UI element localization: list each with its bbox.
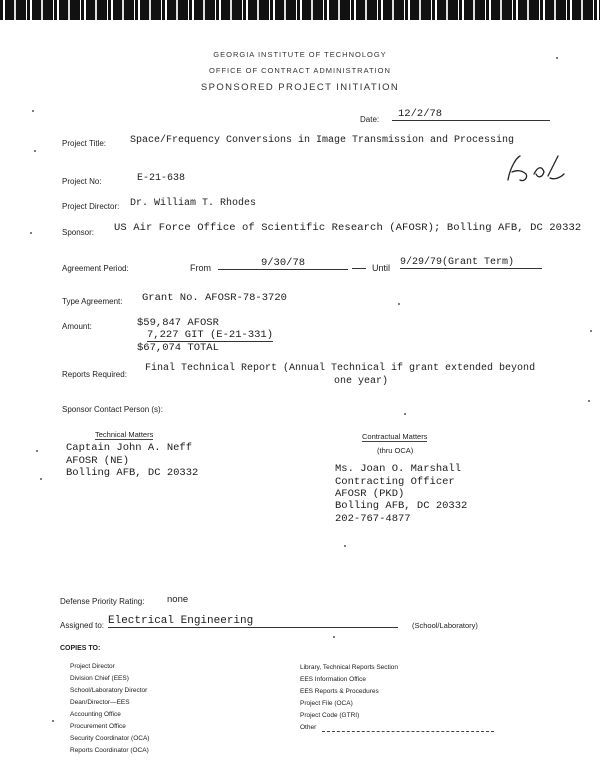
amount-total: $67,074 TOTAL — [137, 342, 219, 354]
list-item: Procurement Office — [70, 723, 126, 730]
assigned-to-value: Electrical Engineering — [108, 615, 398, 628]
from-label: From — [190, 263, 211, 273]
other-underline — [322, 731, 494, 732]
assigned-to-suffix: (School/Laboratory) — [412, 621, 478, 630]
sponsor-value: US Air Force Office of Scientific Research (AFOSR); Bolling AFB, DC 20332 — [114, 222, 582, 234]
until-label: Until — [372, 263, 391, 273]
list-item: School/Laboratory Director — [70, 687, 148, 694]
office-name: OFFICE OF CONTRACT ADMINISTRATION — [209, 66, 391, 75]
project-title-value: Space/Frequency Conversions in Image Transmission and Processing — [130, 135, 515, 146]
list-item: EES Reports & Procedures — [300, 688, 379, 695]
scan-artifact-band — [0, 0, 600, 34]
project-no-label: Project No: — [62, 177, 102, 186]
agreement-period-label: Agreement Period: — [62, 264, 129, 273]
list-item: Security Coordinator (OCA) — [70, 735, 150, 742]
scan-speck — [398, 303, 400, 305]
amount-line-1: $59,847 AFOSR — [137, 317, 219, 329]
list-item: Division Chief (EES) — [70, 675, 129, 682]
technical-matters-heading: Technical Matters — [95, 430, 154, 439]
date-value: 12/2/78 — [392, 108, 550, 121]
defense-priority-value: none — [167, 594, 189, 605]
technical-contact-line-1: Captain John A. Neff — [66, 442, 193, 454]
scan-speck — [333, 636, 335, 638]
scan-speck — [34, 150, 36, 152]
institution-name: GEORGIA INSTITUTE OF TECHNOLOGY — [213, 50, 387, 59]
list-item: Project File (OCA) — [300, 700, 353, 707]
from-value: 9/30/78 — [218, 257, 348, 270]
contractual-contact-line-1: Ms. Joan O. Marshall — [335, 463, 462, 475]
contractual-contact-line-4: Bolling AFB, DC 20332 — [335, 500, 468, 512]
list-item: Reports Coordinator (OCA) — [70, 747, 149, 754]
list-item: Other — [300, 724, 317, 731]
scan-speck — [556, 57, 558, 59]
contractual-contact-line-5: 202-767-4877 — [335, 513, 411, 525]
project-title-label: Project Title: — [62, 139, 107, 148]
type-agreement-label: Type Agreement: — [62, 297, 123, 306]
reports-required-line-1: Final Technical Report (Annual Technical if grant extended beyond — [145, 363, 536, 374]
list-item: Project Code (GTRI) — [300, 712, 360, 719]
scan-speck — [36, 450, 38, 452]
handwritten-initials — [498, 150, 568, 190]
scan-speck — [32, 110, 34, 112]
scan-speck — [590, 330, 592, 332]
scan-speck — [344, 545, 346, 547]
sponsor-contact-label: Sponsor Contact Person (s): — [62, 405, 163, 414]
contractual-contact-line-3: AFOSR (PKD) — [335, 488, 405, 500]
contractual-matters-heading: Contractual Matters — [362, 432, 428, 441]
until-value: 9/29/79(Grant Term) — [400, 257, 542, 269]
copies-to-label: COPIES TO: — [60, 645, 101, 652]
scan-speck — [40, 478, 42, 480]
contractual-sub: (thru OCA) — [377, 446, 414, 455]
reports-required-label: Reports Required: — [62, 370, 127, 379]
separator-line — [352, 268, 366, 269]
scan-speck — [30, 232, 32, 234]
list-item: Dean/Director—EES — [70, 699, 130, 706]
contractual-contact-line-2: Contracting Officer — [335, 476, 455, 488]
sponsor-label: Sponsor: — [62, 228, 95, 237]
amount-label: Amount: — [62, 322, 92, 331]
amount-line-2: 7,227 GIT (E-21-331) — [147, 329, 274, 341]
date-label: Date: — [360, 115, 380, 124]
project-director-label: Project Director: — [62, 202, 120, 211]
defense-priority-label: Defense Priority Rating: — [60, 597, 145, 606]
technical-contact-line-2: AFOSR (NE) — [66, 455, 130, 467]
list-item: Accounting Office — [70, 711, 121, 718]
list-item: Library, Technical Reports Section — [300, 664, 399, 671]
scan-speck — [588, 400, 590, 402]
assigned-to-label: Assigned to: — [60, 621, 105, 630]
scan-speck — [52, 720, 54, 722]
reports-required-line-2: one year) — [334, 376, 389, 387]
form-title: SPONSORED PROJECT INITIATION — [200, 82, 400, 93]
project-no-value: E-21-638 — [137, 173, 186, 184]
list-item: Project Director — [70, 663, 115, 670]
scan-speck — [404, 413, 406, 415]
list-item: EES Information Office — [300, 676, 366, 683]
technical-contact-line-3: Bolling AFB, DC 20332 — [66, 467, 199, 479]
type-agreement-value: Grant No. AFOSR-78-3720 — [142, 292, 287, 304]
project-director-value: Dr. William T. Rhodes — [130, 198, 257, 209]
